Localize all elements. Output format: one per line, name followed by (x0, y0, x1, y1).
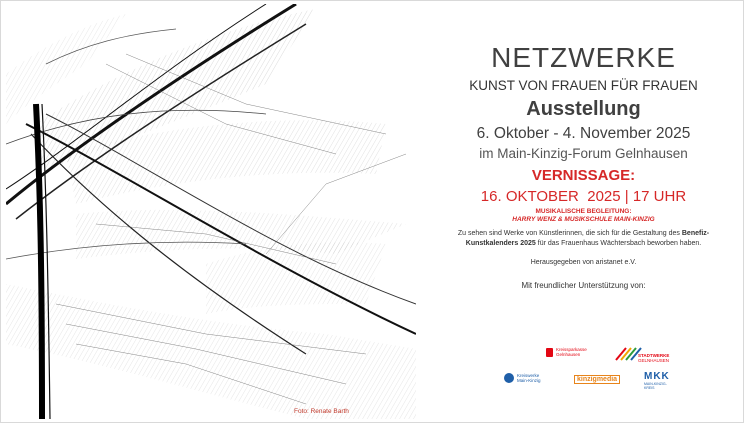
mkk-sub: MAIN-KINZIG-KREIS (644, 382, 667, 390)
kreiswerke-line2: Main-Kinzig (517, 378, 541, 383)
calendar-name: Benefiz-Kunstkalenders 2025 (465, 230, 710, 247)
exhibition-dates: 6. Oktober - 4. November 2025 (476, 125, 691, 142)
publisher: Herausgegeben von aristanet e.V. (530, 259, 637, 266)
kreissparkasse-line2: Gelnhausen (556, 352, 581, 357)
kinzigmedia-logo (574, 375, 620, 384)
subtitle: KUNST VON FRAUEN FÜR FRAUEN (469, 78, 698, 93)
description (426, 229, 741, 248)
sparkasse-icon (546, 348, 553, 357)
abstract-net-artwork (6, 4, 416, 419)
kreiswerke-line1: Kreiswerke (517, 373, 540, 378)
kreiswerke-globe-icon (504, 373, 514, 383)
music-artists: HARRY WENZ & MUSIKSCHULE MAIN-KINZIG (512, 216, 655, 223)
vernissage-label: VERNISSAGE: (531, 167, 636, 184)
kreiswerke-logo (504, 373, 541, 383)
stadtwerke-logo (614, 345, 669, 363)
vernissage-datetime: 16. OKTOBER 2025 | 17 UHR (480, 188, 687, 205)
venue: im Main-Kinzig-Forum Gelnhausen (479, 146, 688, 161)
sponsor-heading: Mit freundlicher Unterstützung von: (521, 281, 646, 290)
text-panel (426, 41, 741, 291)
mkk-text: MKK (644, 371, 670, 382)
kreissparkasse-line1: Kreissparkasse (556, 347, 587, 352)
sponsor-logos (496, 345, 676, 395)
stadtwerke-line2: GELNHAUSEN (638, 358, 670, 363)
music-label: MUSIKALISCHE BEGLEITUNG: (535, 208, 632, 215)
stadtwerke-line1: STADTWERKE (638, 353, 670, 358)
photo-credit: Foto: Renate Barth (294, 408, 349, 415)
description-part1: Zu sehen sind Werke von Künstlerinnen, die sich für die Gestaltung des (457, 230, 682, 237)
event-type: Ausstellung (526, 98, 641, 120)
description-part2: für das Frauenhaus Wächtersbach beworben haben. (535, 239, 702, 247)
artwork-image (6, 4, 416, 419)
kinzigmedia-text: kinzigmedia (577, 376, 618, 383)
kreissparkasse-logo (546, 347, 587, 357)
mkk-logo (644, 371, 676, 390)
page-title: NETZWERKE (491, 42, 676, 73)
